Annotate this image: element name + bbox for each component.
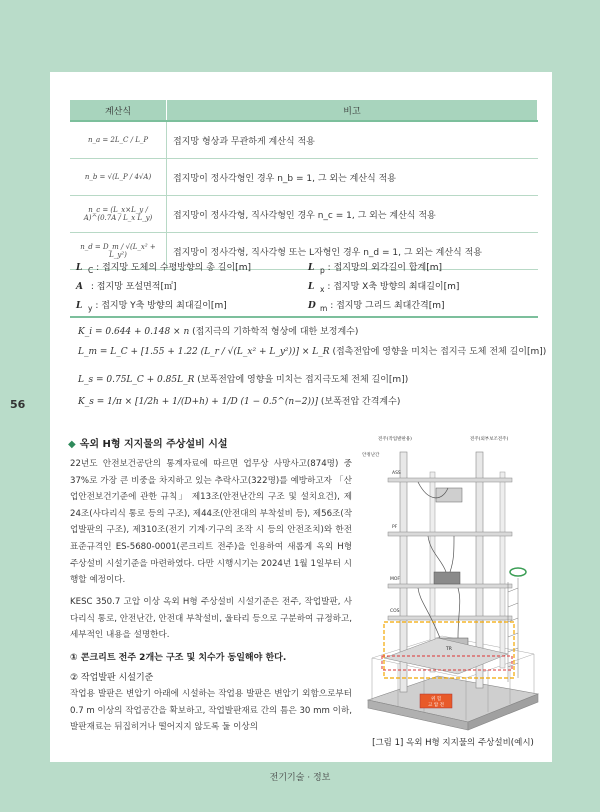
table-row (70, 159, 538, 196)
note-cell: 접지망이 정사각형인 경우 n_b = 1, 그 외는 계산식 적용 (167, 159, 538, 196)
variable-row: L $_p$ : 접지망의 외각길이 합계[m] (308, 263, 442, 275)
equation-ks: K_s = 1/π × [1/2h + 1/(D+h) + 1/D (1 − 0.5^(n−2))] (보폭전압 간격계수) (78, 397, 401, 407)
formula-cell: n_d = D_m / √(L_x² + L_y²) (70, 233, 167, 270)
equation-ki: K_i = 0.644 + 0.148 × n (접지극의 기하학적 형상에 대한 보정계수) (78, 327, 359, 337)
label-railing: 안정난간 (362, 453, 380, 458)
footer-publication: 전기기술 · 정보 (269, 773, 331, 783)
label-mof: MOF (390, 577, 401, 582)
equation-lm: L_m = L_C + [1.55 + 1.22 (L_r / √(L_x² + L_y²))] × L_R (접촉전압에 영향을 미치는 접지극 도체 전체 길이[m]) (78, 347, 547, 357)
label-pf: PF (392, 525, 398, 530)
paragraph-intro: 22년도 안전보건공단의 통계자료에 따르면 업무상 사망사고(874명) 중 37%로 가장 큰 비중을 차지하고 있는 추락사고(322명)를 예방하고자 「산업안전보건기준에 관한 규칙」 제13조(안전난간의 구조 및 설치요건), 제24조(사다리식 통로 등의 구조), 제44조(안전대의 부착설비 등), 제56조(작업발판의 구조), 제310조(전기 기계·기구의 조작 시 등의 안전조치)와 한전 표준규격인 ES-5680-0001(콘크리트 전주)을 인용하여 새롭게 옥외 H형 주상설비 시설기준을 마련하였다. 다만 시행시기는 2024년 1월 1일부터 시행할 예정이다. (70, 459, 352, 586)
note-cell: 접지망 형상과 무관하게 계산식 적용 (167, 121, 538, 159)
formula-cell: n_b = √(L_P / 4√A) (70, 159, 167, 196)
label-cos: COS (390, 609, 400, 614)
warning-sign-line2: 고 압 전 (428, 703, 444, 708)
paragraph-platform: 작업용 발판은 변압기 아래에 시설하는 작업용 발판은 변압기 외함으로부터 0.7 m 이상의 작업공간을 확보하고, 작업발판재료 간의 틈은 30 mm 이하, 발판재료는 뒤집히거나 떨어지지 않도록 둘 이상의 (70, 689, 352, 733)
note-cell: 접지망이 정사각형, 직사각형인 경우 n_c = 1, 그 외는 계산식 적용 (167, 196, 538, 233)
page-number: 56 (10, 398, 26, 411)
variable-row: L $_C$ : 접지망 도체의 수평방향의 총 길이[m] (76, 263, 251, 275)
table-row (70, 196, 538, 233)
variable-row: A : 접지망 포설면적[㎡] (76, 281, 177, 292)
table-row (70, 121, 538, 159)
warning-sign-line1: 위 험 (430, 697, 442, 702)
label-ass: ASS (392, 471, 401, 476)
section-title: ◆ 옥외 H형 지지물의 주상설비 시설 (68, 439, 228, 450)
paragraph-kesc: KESC 350.7 고압 이상 옥외 H형 주상설비 시설기준은 전주, 작업발판, 사다리식 통로, 안전난간, 안전대 부착설비, 울타리 등으로 구분하여 규정하고, 세부적인 내용을 설명한다. (70, 597, 352, 641)
page (50, 72, 552, 762)
label-tr: TR (446, 647, 452, 652)
note-cell: 접지망이 정사각형, 직사각형 또는 L자형인 경우 n_d = 1, 그 외는 계산식 적용 (167, 233, 538, 270)
equation-ls: L_s = 0.75L_C + 0.85L_R (보폭전압에 영향을 미치는 접지극도체 전체 길이[m]) (78, 375, 409, 385)
variable-legend-right (302, 260, 534, 316)
diamond-bullet-icon: ◆ (68, 439, 76, 450)
variable-row: L $_x$ : 접지망 X축 방향의 최대길이[m] (308, 281, 460, 294)
h-pole-figure (358, 432, 544, 732)
formula-cell: n_c = (L_x×L_y / A)^(0.7A / L_x L_y) (70, 196, 167, 233)
variable-row: D $_m$ : 접지망 그리드 최대간격[m] (308, 300, 445, 313)
variable-row: L $_y$ : 접지망 Y축 방향의 최대길이[m] (76, 300, 227, 313)
variable-legend-left (70, 260, 302, 316)
figure-caption: [그림 1] 옥외 H형 지지물의 주상설비(예시) (372, 738, 534, 748)
table-header-note: 비고 (167, 100, 538, 121)
variable-legend (70, 258, 538, 318)
table-header-formula: 계산식 (70, 100, 167, 121)
formula-table (70, 100, 538, 270)
label-aux-pole: 전주(외부보조전주) (470, 437, 509, 442)
label-work-pole: 전주(작업발판용) (378, 437, 412, 442)
formula-cell: n_a = 2L_C / L_P (70, 121, 167, 159)
item-concrete-pole: ① 콘크리트 전주 2개는 구조 및 치수가 동일해야 한다. (70, 653, 287, 663)
item-work-platform: ② 작업발판 시설기준 (70, 673, 154, 683)
